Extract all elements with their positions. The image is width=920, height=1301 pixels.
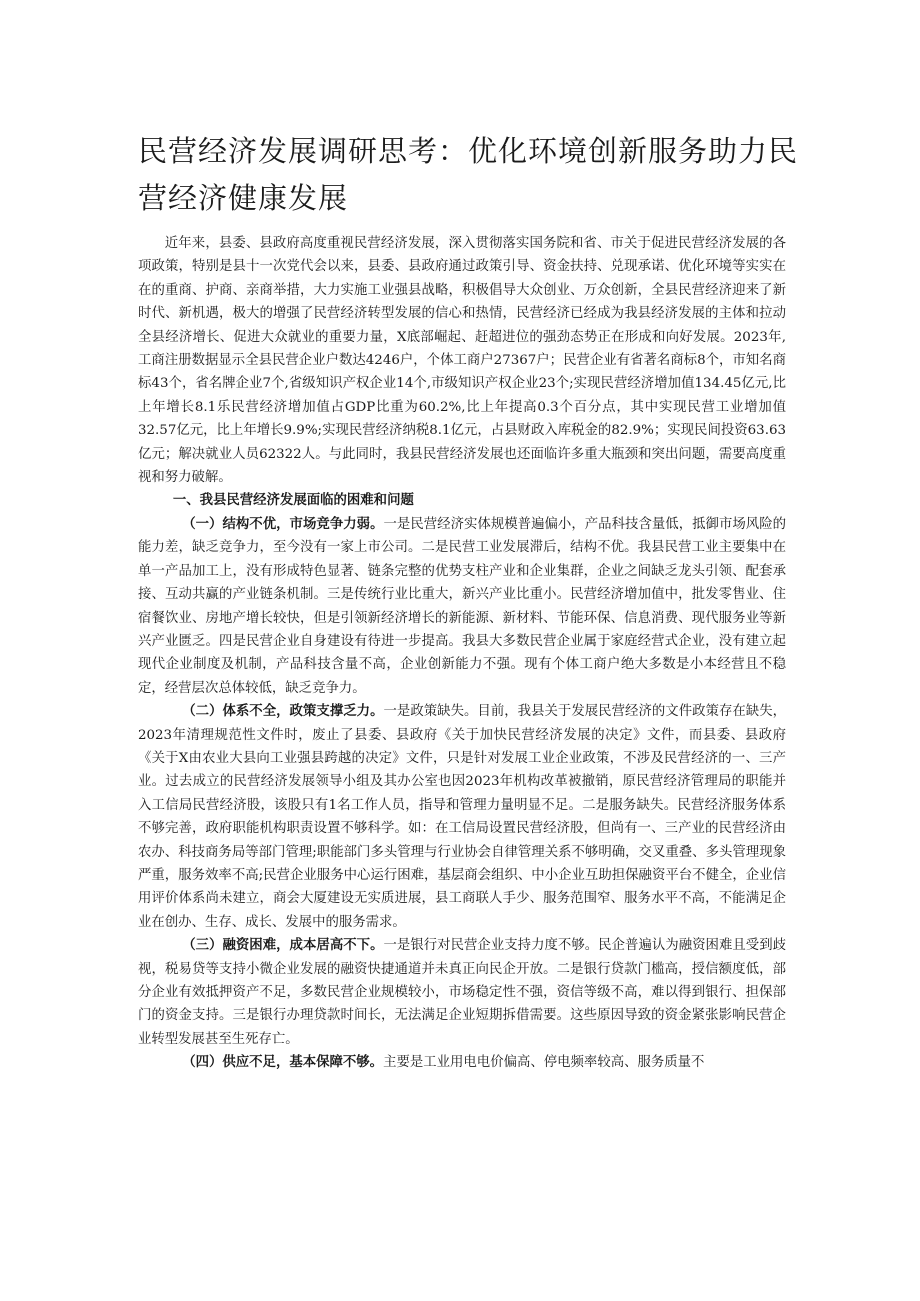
subsection-heading: （三）融资困难，成本居高不下。 bbox=[182, 937, 384, 954]
subsection-paragraph bbox=[138, 513, 786, 700]
section-heading: 一、我县民营经济发展面临的困难和问题 bbox=[172, 492, 414, 509]
subsection-text: 一是银行对民营企业支持力度不够。民企普遍认为融资困难且受到歧视，税易贷等支持小微企业发展的融资快捷通道并未真正向民企开放。二是银行贷款门槛高，授信额度低，部分企业有效抵押资产不足，多数民营企业规模较小，市场稳定性不强，资信等级不高，难以得到银行、担保部门的资金支持。三是银行办理贷款时间长，无法满足企业短期拆借需要。这些原因导致的资金紧张影响民营企业转型发展甚至生死存亡。 bbox=[138, 938, 787, 1047]
subsection-text: 一是民营经济实体规模普遍偏小，产品科技含量低，抵御市场风险的能力差，缺乏竞争力，至今没有一家上市公司。二是民营工业发展滞后，结构不优。我县民营工业主要集中在单一产品加工上，没有形成特色显著、链条完整的优势支柱产业和企业集群，企业之间缺乏龙头引领、配套承接、互动共赢的产业链条机制。三是传统行业比重大，新兴产业比重小。民营经济增加值中，批发零售业、住宿餐饮业、房地产增长较快，但是引领新经济增长的新能源、新材料、节能环保、信息消费、现代服务业等新兴产业匮乏。四是民营企业自身建设有待进一步提高。我县大多数民营企业属于家庭经营式企业，没有建立起现代企业制度及机制，产品科技含量不高，企业创新能力不强。现有个体工商户绝大多数是小本经营且不稳定，经营层次总体较低，缺乏竞争力。 bbox=[138, 516, 787, 696]
subsection-paragraph bbox=[138, 934, 786, 1051]
subsection-paragraph bbox=[138, 700, 786, 934]
subsection-heading: （二）体系不全，政策支撑乏力。 bbox=[182, 703, 384, 720]
subsection-text: 主要是工业用电电价偏高、停电频率较高、服务质量不 bbox=[383, 1055, 705, 1071]
intro-paragraph: 近年来，县委、县政府高度重视民营经济发展，深入贯彻落实国务院和省、市关于促进民营经济发展的各项政策，特别是县十一次党代会以来，县委、县政府通过政策引导、资金扶持、兑现承诺、优化环境等实实在在的重商、护商、亲商举措，大力实施工业强县战略，积极倡导大众创业、万众创新，全县民营经济迎来了新时代、新机遇，极大的增强了民营经济转型发展的信心和热情，民营经济已经成为我县经济发展的主体和拉动全县经济增长、促进大众就业的重要力量，X底部崛起、赶超进位的强劲态势正在形成和向好发展。2023年,工商注册数据显示全县民营企业户数达4246户，个体工商户27367户；民营企业有省著名商标8个，市知名商标43个，省名牌企业7个,省级知识产权企业14个,市级知识产权企业23个;实现民营经济增加值134.45亿元,比上年增长8.1乐民营经济增加值占GDP比重为60.2%,比上年提高0.3个百分点，其中实现民营工业增加值32.57亿元，比上年增长9.9%;实现民营经济纳税8.1亿元，占县财政入库税金的82.9%；实现民间投资63.63亿元；解决就业人员62322人。与此同时，我县民营经济发展也还面临许多重大瓶颈和突出问题，需要高度重视和努力破解。 bbox=[138, 236, 786, 486]
subsection-heading: （四）供应不足，基本保障不够。 bbox=[182, 1054, 384, 1071]
document-body bbox=[138, 232, 786, 1075]
document-title: 民营经济发展调研思考：优化环境创新服务助力民营经济健康发展 bbox=[138, 134, 799, 215]
subsection-heading: （一）结构不优，市场竞争力弱。 bbox=[182, 515, 384, 532]
subsection-paragraph bbox=[138, 1051, 786, 1074]
subsection-text: 一是政策缺失。目前，我县关于发展民营经济的文件政策存在缺失，2023年清理规范性文件时，废止了县委、县政府《关于加快民营经济发展的决定》文件，而县委、县政府《关于X由农业大县向工业强县跨越的决定》文件，只是针对发展工业企业政策，不涉及民营经济的一、三产业。过去成立的民营经济发展领导小组及其办公室也因2023年机构改革被撤销，原民营经济管理局的职能并入工信局民营经济股，该股只有1名工作人员，指导和管理力量明显不足。二是服务缺失。民营经济服务体系不够完善，政府职能机构职责设置不够科学。如：在工信局设置民营经济股，但尚有一、三产业的民营经济由农办、科技商务局等部门管理;职能部门多头管理与行业协会自律管理关系不够明确，交叉重叠、多头管理现象严重，服务效率不高;民营企业服务中心运行困难，基层商会组织、中小企业互助担保融资平台不健全，企业信用评价体系尚未建立，商会大厦建设无实质进展，县工商联人手少、服务范围窄、服务水平不高，不能满足企业在创办、生存、成长、发展中的服务需求。 bbox=[138, 704, 787, 930]
